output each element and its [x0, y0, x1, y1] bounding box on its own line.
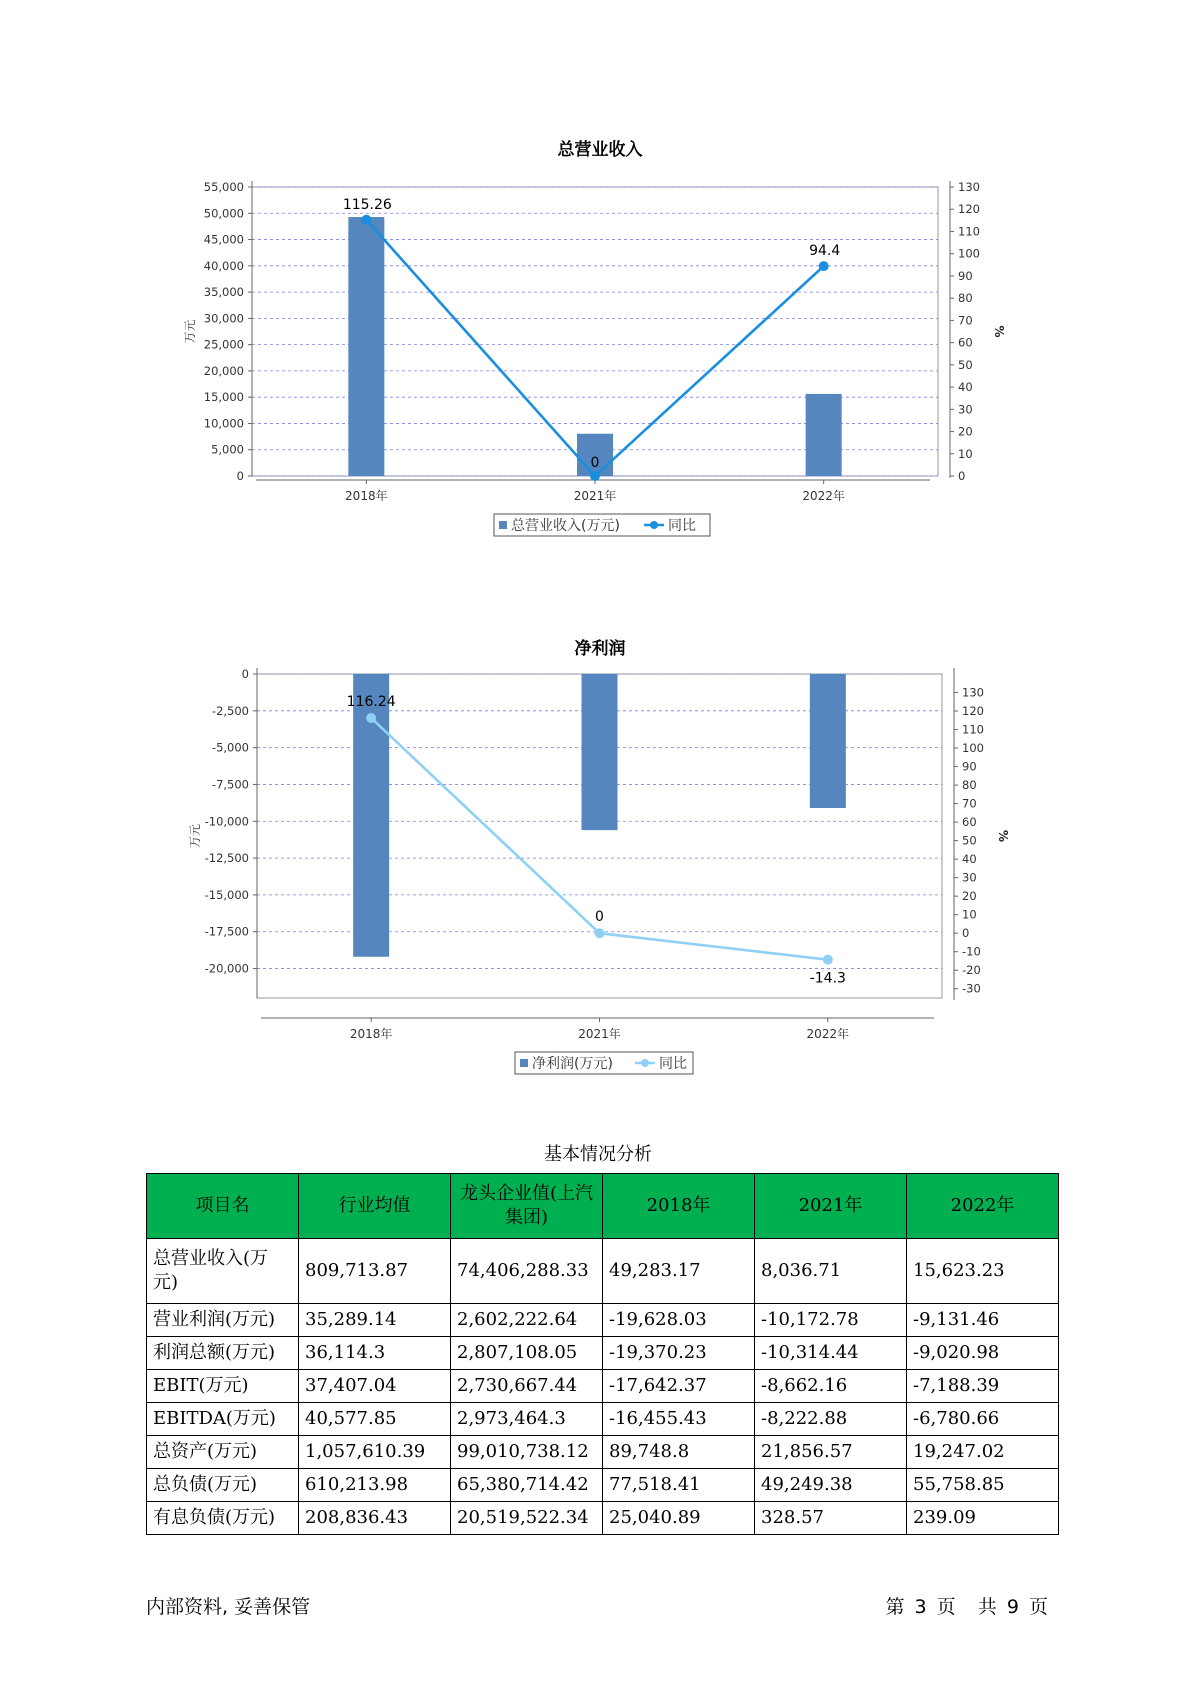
table-cell: 8,036.71	[755, 1239, 907, 1304]
chart-title: 净利润	[574, 639, 626, 659]
y-tick-label: 20,000	[203, 363, 244, 378]
table-cell: 19,247.02	[907, 1436, 1059, 1469]
table-cell: 37,407.04	[299, 1370, 451, 1403]
basic-analysis-table	[146, 1173, 1059, 1535]
table-cell: -16,455.43	[603, 1403, 755, 1436]
table-cell: 77,518.41	[603, 1469, 755, 1502]
y-tick-label: 0	[236, 469, 244, 483]
table-cell: 1,057,610.39	[299, 1436, 451, 1469]
y2-tick-label: 80	[958, 291, 973, 306]
x-tick-label: 2018年	[349, 1027, 393, 1041]
yoy-point	[823, 955, 833, 965]
y2-tick-label: 110	[958, 224, 980, 239]
y2-axis-title: %	[992, 325, 1006, 338]
total-prefix: 共	[977, 1596, 997, 1618]
y2-tick-label: 0	[962, 926, 970, 941]
table-cell: 809,713.87	[299, 1239, 451, 1304]
x-tick-label: 2021年	[578, 1027, 621, 1041]
table-cell: 35,289.14	[299, 1304, 451, 1337]
y2-tick-label: 110	[962, 722, 984, 737]
table-cell: 15,623.23	[907, 1239, 1059, 1304]
y-tick-label: -15,000	[204, 887, 249, 902]
table-cell: 239.09	[907, 1502, 1059, 1535]
revenue-chart	[150, 130, 1050, 600]
y-tick-label: 45,000	[203, 232, 244, 247]
y-tick-label: 55,000	[203, 180, 244, 194]
y-tick-label: 10,000	[203, 416, 244, 431]
y2-tick-label: 20	[958, 424, 973, 439]
y-tick-label: 0	[241, 667, 249, 681]
row-label: 营业利润(万元)	[147, 1304, 299, 1337]
table-cell: -10,172.78	[755, 1304, 907, 1337]
table-cell: 2,602,222.64	[451, 1304, 603, 1337]
legend-bar-swatch	[520, 1059, 528, 1067]
y2-tick-label: 90	[962, 759, 977, 774]
data-label: 116.24	[346, 693, 396, 710]
column-header: 2018年	[603, 1174, 755, 1239]
y2-tick-label: -10	[962, 944, 981, 959]
table-cell: 74,406,288.33	[451, 1239, 603, 1304]
table-row	[147, 1469, 1059, 1502]
chart-title: 总营业收入	[557, 140, 643, 160]
yoy-point	[590, 471, 600, 481]
table-row	[147, 1239, 1059, 1304]
revenue-chart-svg	[150, 130, 1050, 600]
yoy-point	[361, 215, 371, 225]
y-axis-title: 万元	[188, 823, 202, 849]
y-tick-label: -5,000	[211, 740, 249, 755]
x-tick-label: 2022年	[802, 489, 845, 503]
y2-tick-label: 120	[962, 704, 984, 719]
y2-tick-label: 50	[958, 357, 973, 372]
bar	[810, 674, 846, 808]
page-unit: 页	[936, 1596, 956, 1618]
y-tick-label: -10,000	[204, 814, 249, 829]
column-header: 项目名	[147, 1174, 299, 1239]
row-label: 总营业收入(万元)	[147, 1239, 299, 1304]
legend-bar-label: 净利润(万元)	[532, 1056, 613, 1072]
y-tick-label: 25,000	[203, 337, 244, 352]
table-cell: 49,249.38	[755, 1469, 907, 1502]
row-label: EBITDA(万元)	[147, 1403, 299, 1436]
x-tick-label: 2018年	[345, 489, 388, 503]
y2-tick-label: 40	[962, 852, 977, 867]
x-tick-label: 2021年	[573, 489, 617, 503]
table-cell: -19,628.03	[603, 1304, 755, 1337]
data-label: 94.4	[809, 243, 841, 260]
column-header: 龙头企业值(上汽集团)	[451, 1174, 603, 1239]
row-label: EBIT(万元)	[147, 1370, 299, 1403]
y2-tick-label: 100	[958, 246, 980, 261]
table-cell: 610,213.98	[299, 1469, 451, 1502]
row-label: 总资产(万元)	[147, 1436, 299, 1469]
table-row	[147, 1337, 1059, 1370]
table-caption: 基本情况分析	[544, 1144, 652, 1165]
y2-tick-label: 40	[958, 380, 973, 395]
y2-tick-label: 20	[962, 889, 977, 904]
page-prefix: 第	[885, 1596, 905, 1618]
y2-tick-label: 10	[958, 446, 973, 461]
y-tick-label: 5,000	[211, 442, 244, 457]
table-cell: -19,370.23	[603, 1337, 755, 1370]
bar	[582, 674, 618, 830]
table-cell: 99,010,738.12	[451, 1436, 603, 1469]
y2-tick-label: 30	[958, 402, 973, 417]
y2-tick-label: 60	[958, 335, 973, 350]
y-tick-label: 30,000	[203, 311, 244, 326]
table-cell: 2,730,667.44	[451, 1370, 603, 1403]
table-cell: -17,642.37	[603, 1370, 755, 1403]
legend-line-marker	[641, 1059, 649, 1067]
yoy-point	[819, 261, 829, 271]
y2-tick-label: 130	[962, 685, 984, 700]
table-body	[147, 1239, 1059, 1535]
data-label: 0	[590, 455, 600, 471]
row-label: 利润总额(万元)	[147, 1337, 299, 1370]
y-tick-label: 35,000	[203, 285, 244, 300]
net-profit-chart-svg	[150, 630, 1050, 1100]
yoy-point	[595, 928, 605, 938]
y-tick-label: 50,000	[203, 206, 244, 221]
row-label: 有息负债(万元)	[147, 1502, 299, 1535]
data-label: 0	[595, 909, 604, 926]
x-tick-label: 2022年	[806, 1027, 850, 1041]
bar	[348, 217, 384, 476]
table-cell: -9,020.98	[907, 1337, 1059, 1370]
legend-line-label: 同比	[659, 1056, 687, 1072]
table-cell: 20,519,522.34	[451, 1502, 603, 1535]
data-label: -14.3	[809, 970, 846, 987]
table-cell: 25,040.89	[603, 1502, 755, 1535]
y2-tick-label: -30	[962, 981, 981, 996]
total-pages: 9	[1006, 1596, 1019, 1618]
y2-tick-label: 130	[958, 180, 980, 194]
table-cell: 208,836.43	[299, 1502, 451, 1535]
table-header-row	[147, 1174, 1059, 1239]
y2-axis-title: %	[996, 829, 1010, 843]
legend-line-marker	[650, 521, 658, 529]
y-tick-label: -2,500	[211, 703, 249, 718]
y-axis-title: 万元	[183, 319, 197, 344]
table-row	[147, 1502, 1059, 1535]
y2-tick-label: 70	[962, 796, 977, 811]
table-cell: 40,577.85	[299, 1403, 451, 1436]
table-row	[147, 1436, 1059, 1469]
y-tick-label: -17,500	[204, 924, 249, 939]
y2-tick-label: 10	[962, 907, 977, 922]
legend-bar-label: 总营业收入(万元)	[511, 518, 620, 534]
y2-tick-label: 50	[962, 833, 977, 848]
column-header: 行业均值	[299, 1174, 451, 1239]
table-cell: 2,973,464.3	[451, 1403, 603, 1436]
table-cell: 65,380,714.42	[451, 1469, 603, 1502]
row-label: 总负债(万元)	[147, 1469, 299, 1502]
table-cell: 21,856.57	[755, 1436, 907, 1469]
table-row	[147, 1304, 1059, 1337]
table-cell: -10,314.44	[755, 1337, 907, 1370]
table-cell: -7,188.39	[907, 1370, 1059, 1403]
bar	[806, 394, 842, 476]
y2-tick-label: 80	[962, 778, 977, 793]
legend-line-label: 同比	[668, 518, 696, 534]
y2-tick-label: -20	[962, 963, 981, 978]
y-tick-label: -20,000	[204, 961, 249, 976]
y2-tick-label: 60	[962, 815, 977, 830]
y2-tick-label: 0	[958, 469, 966, 483]
table-cell: 2,807,108.05	[451, 1337, 603, 1370]
table-cell: 36,114.3	[299, 1337, 451, 1370]
column-header: 2021年	[755, 1174, 907, 1239]
table-cell: -8,662.16	[755, 1370, 907, 1403]
yoy-point	[366, 713, 376, 723]
table-cell: -9,131.46	[907, 1304, 1059, 1337]
page-indicator	[883, 1592, 1050, 1619]
y-tick-label: -7,500	[211, 777, 249, 792]
net-profit-chart	[150, 630, 1050, 1100]
table-cell: 89,748.8	[603, 1436, 755, 1469]
y-tick-label: 15,000	[203, 390, 244, 405]
y-tick-label: 40,000	[203, 258, 244, 273]
y2-tick-label: 100	[962, 741, 984, 756]
y2-tick-label: 70	[958, 313, 973, 328]
y2-tick-label: 120	[958, 202, 980, 217]
table-cell: -8,222.88	[755, 1403, 907, 1436]
table-cell: -6,780.66	[907, 1403, 1059, 1436]
total-unit: 页	[1028, 1596, 1048, 1618]
table-cell: 328.57	[755, 1502, 907, 1535]
page-number: 3	[914, 1596, 927, 1618]
legend-bar-swatch	[499, 521, 507, 529]
y2-tick-label: 30	[962, 870, 977, 885]
table-cell: 55,758.85	[907, 1469, 1059, 1502]
table-row	[147, 1403, 1059, 1436]
y2-tick-label: 90	[958, 268, 973, 283]
data-label: 115.26	[342, 196, 392, 213]
y-tick-label: -12,500	[204, 851, 249, 866]
column-header: 2022年	[907, 1174, 1059, 1239]
table-row	[147, 1370, 1059, 1403]
confidential-note: 内部资料, 妥善保管	[146, 1596, 311, 1618]
table-cell: 49,283.17	[603, 1239, 755, 1304]
